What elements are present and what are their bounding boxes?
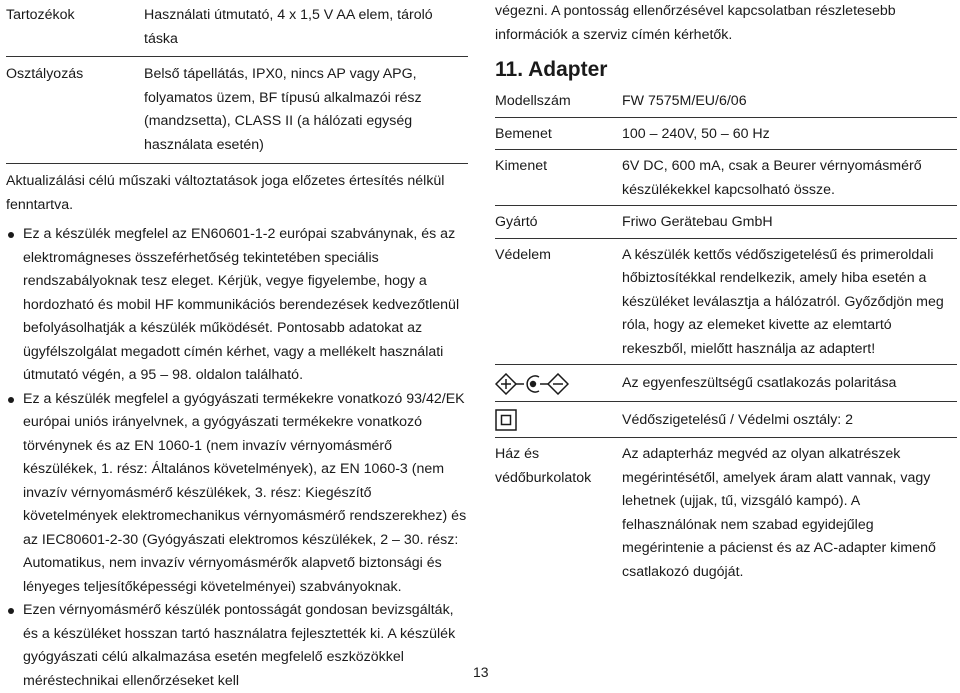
row-label: Védelem [495,246,551,263]
adapter-row-protection [495,244,957,362]
bullet-item: Ezen vérnyomásmérő készülék pontosságát gondosan bevizsgálták, és a készüléket hosszan tartó használatra fejlesztették ki. A készülék gyógyászati célú alkalmazása esetén megfelelő eszközökkel méréstechnikai ellenőrzéseket kell [6,599,468,693]
row-value: Friwo Gerätebau GmbH [622,214,773,230]
row-value: 6V DC, 600 mA, csak a Beurer vérnyomásmérő készülékekkel kapcsolható össze. [622,158,922,198]
page-number: 13 [473,664,489,680]
divider [495,117,957,118]
divider [495,238,957,239]
adapter-row-manufacturer [495,211,957,235]
adapter-row-model [495,90,957,114]
polarity-row [495,370,957,398]
bullet-item: Ez a készülék megfelel az EN60601-1-2 európai szabványnak, és az elektromágneses összeférhetőség tekintetében speciális rendszabályoknak tesz eleget. Kérjük, vegye figyelembe, hogy a hordozható és mobil HF kommunikációs berendezések kedvezőtlenül befolyásolhatják a készülék működését. Pontosabb adatokat az ügyfélszolgálat megadott címén kérhet, vagy a mellékelt használati útmutató végén, a 95 – 98. oldalon található. [6,223,468,388]
divider [495,149,957,150]
class-ii-row [495,407,957,435]
spec-value: Belső tápellátás, IPX0, nincs AP vagy APG, folyamatos üzem, BF típusú alkalmazói rész (mandzsetta), CLASS II (a hálózati egység használata esetén) [144,66,422,153]
row-value: Az egyenfeszültségű csatlakozás polaritása [622,375,897,391]
divider [6,56,468,57]
compliance-bullet-list [6,223,468,693]
row-label: Kimenet [495,158,548,174]
adapter-row-housing [495,443,957,584]
spec-value: Használati útmutató, 4 x 1,5 V AA elem, tároló táska [144,7,433,47]
divider [495,205,957,206]
spec-label: Tartozékok [6,7,75,23]
row-value: 100 – 240V, 50 – 60 Hz [622,125,770,142]
spec-label: Osztályozás [6,66,84,82]
row-value: A készülék kettős védőszigetelésű és primeroldali hőbiztosítékkal rendelkezik, amely hiba esetén a készüléket leválasztja a hálózatról. Győződjön meg róla, hogy az elemeket kivette az elemtartó rekeszből, mielőtt használja az adaptert! [622,246,944,357]
section-title: 11. Adapter [495,58,608,81]
left-column [6,4,468,693]
row-label: Ház és védőburkolatok [495,446,592,486]
spec-row-accessories [6,4,468,51]
bullet-item: Ez a készülék megfelel a gyógyászati termékekre vonatkozó 93/42/EK európai uniós irányelvnek, a gyógyászati termékekre vonatkozó törvénynek és az EN 1060-1 (nem invazív vérnyomásmérő készülékek, 1. rész: Általános követelmények), az EN 1060-3 (nem invazív vérnyomásmérő készülékek, 3. rész: Kiegészítő követelmények elektromechanikus vérnyomásmérő rendszerekhez) és az IEC80601-2-30 (Gyógyászati elektromos készülékek, 2 – 30. rész: Automatikus, nem invazív vérnyomásmérők alapvető biztonsági és lényeges teljesítőképességi követelményei) szabványoknak. [6,388,468,600]
row-label: Bemenet [495,125,552,142]
row-value: Az adapterház megvéd az olyan alkatrészek megérintésétől, amelyek áram alatt vannak, vagy lehetnek (ujjak, tű, vizsgáló kampó). A felhasználónak nem szabad egyidejűleg megérintenie a pácienst és az AC-adapter kimenő csatlakozó dugóját. [622,446,936,580]
polarity-icon [495,373,569,395]
spec-row-classification [6,63,468,157]
divider [495,364,957,365]
row-value: Védőszigetelésű / Védelmi osztály: 2 [622,411,854,428]
adapter-row-output [495,155,957,202]
class-ii-icon [495,409,517,431]
divider [6,163,468,164]
technical-notice: Aktualizálási célú műszaki változtatások joga előzetes értesítés nélkül fenntartva. [6,173,445,213]
row-value: FW 7575M/EU/6/06 [622,93,747,109]
divider [495,401,957,402]
row-label: Gyártó [495,214,538,230]
right-column [495,0,957,584]
adapter-row-input [495,123,957,147]
row-label: Modellszám [495,93,571,109]
divider [495,437,957,438]
continued-text: végezni. A pontosság ellenőrzésével kapcsolatban részletesebb információk a szerviz címén kérhetők. [495,3,896,43]
